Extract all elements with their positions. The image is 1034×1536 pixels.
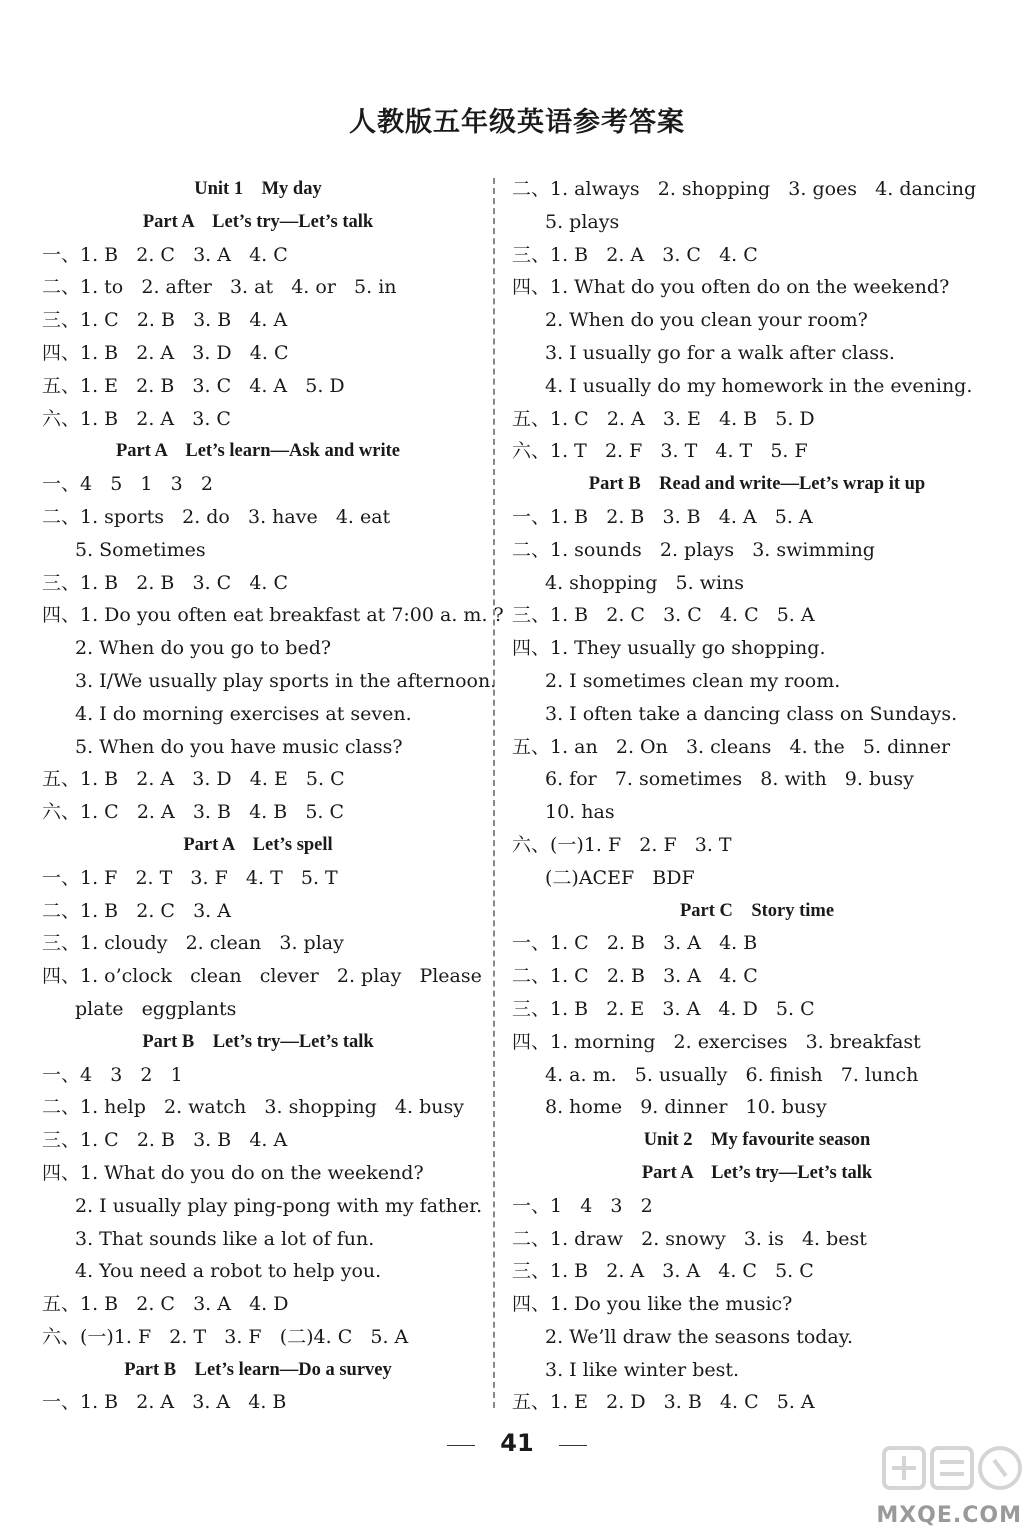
section-heading-text: Part B Read and write—Let’s wrap it up [588, 474, 926, 495]
section-heading [42, 206, 474, 239]
section-heading [512, 1124, 1002, 1157]
answer-text: 三、1. C 2. B 3. B 4. A [42, 1129, 288, 1152]
answer-line [42, 1386, 474, 1419]
answer-line [512, 993, 1002, 1026]
answer-line [512, 534, 1002, 567]
answer-text: 5. When do you have music class? [75, 735, 403, 758]
answer-text: 2. When do you go to bed? [75, 637, 332, 660]
footer-dash-right [559, 1445, 587, 1446]
answer-text: 四、1. B 2. A 3. D 4. C [42, 341, 289, 364]
answer-line [42, 1223, 474, 1256]
answer-line [512, 829, 1002, 862]
answer-text: (二)ACEF BDF [545, 866, 695, 889]
answer-text: 2. I sometimes clean my room. [545, 669, 841, 692]
answer-line [42, 468, 474, 501]
answer-text: 10. has [545, 801, 615, 824]
answer-line [512, 796, 1002, 829]
answer-line [42, 271, 474, 304]
answer-line [42, 370, 474, 403]
column-divider [493, 178, 495, 1408]
answer-line [512, 173, 1002, 206]
answer-line [42, 599, 504, 632]
answer-line [512, 1255, 1002, 1288]
answer-text: 二、1. help 2. watch 3. shopping 4. busy [42, 1096, 464, 1119]
answer-line [512, 698, 1002, 731]
answer-text: 一、1. B 2. A 3. A 4. B [42, 1391, 287, 1414]
answer-line [42, 895, 474, 928]
answer-text: 2. We’ll draw the seasons today. [545, 1325, 854, 1348]
section-heading-text: Part C Story time [679, 900, 835, 921]
answer-text: 2. I usually play ping-pong with my father. [75, 1194, 483, 1217]
answer-line [42, 927, 474, 960]
answer-text: 四、1. Do you often eat breakfast at 7:00 a. m. ? [42, 604, 504, 627]
answer-line [42, 304, 474, 337]
section-heading [512, 1157, 1002, 1190]
answer-text: 四、1. What do you do on the weekend? [42, 1161, 424, 1184]
answer-line [512, 337, 1002, 370]
answer-text: 五、1. B 2. A 3. D 4. E 5. C [42, 768, 345, 791]
answer-text: 5. Sometimes [75, 538, 206, 561]
answer-line [42, 403, 474, 436]
answer-line [42, 1190, 483, 1223]
answer-text: 三、1. B 2. C 3. C 4. C 5. A [512, 604, 815, 627]
answer-text: 五、1. E 2. B 3. C 4. A 5. D [42, 374, 345, 397]
answer-text: 六、1. T 2. F 3. T 4. T 5. F [512, 440, 808, 463]
answer-text: 一、4 5 1 3 2 [42, 473, 213, 496]
answer-text: 四、1. o’clock clean clever 2. play Please [42, 965, 482, 988]
answer-line [512, 567, 1002, 600]
section-heading-text: Part A Let’s try—Let’s talk [142, 211, 374, 232]
answer-text: 六、(一)1. F 2. T 3. F (二)4. C 5. A [42, 1325, 409, 1348]
footer-dash-left [447, 1445, 475, 1446]
answer-text: 四、1. They usually go shopping. [512, 637, 826, 660]
answer-text: 一、1 4 3 2 [512, 1194, 653, 1217]
answer-column-right [512, 173, 1002, 1419]
answer-line [42, 1059, 474, 1092]
answer-text: 五、1. E 2. D 3. B 4. C 5. A [512, 1391, 815, 1414]
answer-text: 五、1. C 2. A 3. E 4. B 5. D [512, 407, 815, 430]
answer-line [512, 206, 1002, 239]
answer-text: 五、1. an 2. On 3. cleans 4. the 5. dinner [512, 735, 951, 758]
answer-line [512, 632, 1002, 665]
answer-text: 四、1. morning 2. exercises 3. breakfast [512, 1030, 921, 1053]
answer-text: 3. I/We usually play sports in the afternoon. [75, 669, 497, 692]
section-heading-text: Part B Let’s try—Let’s talk [142, 1031, 374, 1052]
answer-text: 4. I usually do my homework in the evening. [545, 374, 973, 397]
answer-line [512, 435, 1002, 468]
answer-line [512, 239, 1002, 272]
answer-line [512, 862, 1002, 895]
section-heading-text: Part A Let’s spell [183, 834, 333, 855]
answer-column-left [42, 173, 504, 1419]
answer-line [42, 1091, 474, 1124]
answer-line [42, 632, 474, 665]
section-heading [42, 829, 474, 862]
answer-text: 6. for 7. sometimes 8. with 9. busy [545, 768, 914, 791]
answer-text: 4. a. m. 5. usually 6. finish 7. lunch [545, 1063, 919, 1086]
answer-text: 3. That sounds like a lot of fun. [75, 1227, 375, 1250]
answer-text: 3. I like winter best. [545, 1358, 740, 1381]
answer-line [512, 599, 1002, 632]
answer-line [42, 1321, 474, 1354]
answer-text: 五、1. B 2. C 3. A 4. D [42, 1293, 289, 1316]
answer-text: 三、1. cloudy 2. clean 3. play [42, 932, 344, 955]
answer-line [512, 960, 1002, 993]
answer-line [42, 1124, 474, 1157]
page-number: 41 [500, 1429, 534, 1457]
answer-text: 3. I usually go for a walk after class. [545, 341, 895, 364]
answer-line [512, 1091, 1002, 1124]
answer-text: 4. You need a robot to help you. [75, 1260, 382, 1283]
answer-text: 三、1. B 2. B 3. C 4. C [42, 571, 289, 594]
answer-line [512, 1223, 1002, 1256]
answer-line [512, 1288, 1002, 1321]
section-heading [42, 435, 474, 468]
answer-text: 六、1. C 2. A 3. B 4. B 5. C [42, 801, 345, 824]
answer-line [42, 239, 474, 272]
answer-line [512, 1386, 1002, 1419]
answer-text: 六、(一)1. F 2. F 3. T [512, 833, 732, 856]
answer-line [512, 403, 1002, 436]
answer-text: 二、1. draw 2. snowy 3. is 4. best [512, 1227, 867, 1250]
answer-line [512, 1059, 1002, 1092]
section-heading-text: Part A Let’s try—Let’s talk [641, 1162, 873, 1183]
answer-text: 三、1. C 2. B 3. B 4. A [42, 309, 288, 332]
answer-line [42, 763, 474, 796]
answer-line [512, 665, 1002, 698]
answer-line [42, 731, 474, 764]
answer-text: 一、1. B 2. C 3. A 4. C [42, 243, 288, 266]
answer-text: 8. home 9. dinner 10. busy [545, 1096, 827, 1119]
answer-text: 二、1. sounds 2. plays 3. swimming [512, 538, 875, 561]
section-heading [42, 1026, 474, 1059]
answer-line [42, 862, 474, 895]
answer-line [512, 304, 1002, 337]
answer-line [512, 1026, 1002, 1059]
answer-line [42, 1255, 474, 1288]
answer-text: 5. plays [545, 210, 620, 233]
answer-text: 2. When do you clean your room? [545, 309, 868, 332]
answer-text: 三、1. B 2. A 3. C 4. C [512, 243, 758, 266]
section-heading [42, 1354, 474, 1387]
answer-line [42, 337, 474, 370]
answer-line [42, 796, 474, 829]
answer-line [42, 698, 474, 731]
answer-text: 二、1. sports 2. do 3. have 4. eat [42, 505, 391, 528]
answer-line [42, 501, 474, 534]
answer-line [42, 1157, 474, 1190]
answer-line [512, 763, 1002, 796]
answer-text: 一、1. F 2. T 3. F 4. T 5. T [42, 866, 338, 889]
answer-line [512, 1321, 1002, 1354]
answer-text: 二、1. to 2. after 3. at 4. or 5. in [42, 276, 397, 299]
answer-line [42, 1288, 474, 1321]
answer-line [512, 370, 1002, 403]
answer-text: 一、4 3 2 1 [42, 1063, 183, 1086]
answer-text: 三、1. B 2. E 3. A 4. D 5. C [512, 997, 815, 1020]
answer-line [42, 665, 497, 698]
answer-line [512, 271, 1002, 304]
answer-line [512, 1190, 1002, 1223]
answer-text: 二、1. C 2. B 3. A 4. C [512, 965, 758, 988]
section-heading-text: Unit 2 My favourite season [643, 1130, 871, 1151]
answer-text: 六、1. B 2. A 3. C [42, 407, 231, 430]
answer-line [42, 567, 474, 600]
answer-line [512, 927, 1002, 960]
section-heading-text: Unit 1 My day [194, 179, 322, 199]
answer-text: 四、1. Do you like the music? [512, 1293, 793, 1316]
section-heading [42, 173, 474, 206]
answer-line [42, 993, 474, 1026]
section-heading-text: Part B Let’s learn—Do a survey [124, 1359, 392, 1380]
answer-text: 3. I often take a dancing class on Sundays. [545, 702, 958, 725]
answer-text: 4. I do morning exercises at seven. [75, 702, 412, 725]
section-heading [512, 895, 1002, 928]
answer-text: 三、1. B 2. A 3. A 4. C 5. C [512, 1260, 814, 1283]
answer-line [42, 960, 482, 993]
answer-text: plate eggplants [75, 997, 237, 1020]
section-heading-text: Part A Let’s learn—Ask and write [116, 441, 400, 462]
section-heading [512, 468, 1002, 501]
answer-text: 四、1. What do you often do on the weekend? [512, 276, 950, 299]
answer-text: 一、1. B 2. B 3. B 4. A 5. A [512, 505, 813, 528]
answer-line [512, 731, 1002, 764]
answer-text: 4. shopping 5. wins [545, 571, 745, 594]
answer-text: 二、1. B 2. C 3. A [42, 899, 231, 922]
answer-line [42, 534, 474, 567]
answer-line [512, 501, 1002, 534]
answer-text: 二、1. always 2. shopping 3. goes 4. dancing [512, 178, 977, 200]
page-title: 人教版五年级英语参考答案 [349, 107, 685, 138]
answer-text: 一、1. C 2. B 3. A 4. B [512, 932, 758, 955]
watermark-text: MXQE.COM [876, 1503, 1022, 1528]
answer-line [512, 1354, 1002, 1387]
